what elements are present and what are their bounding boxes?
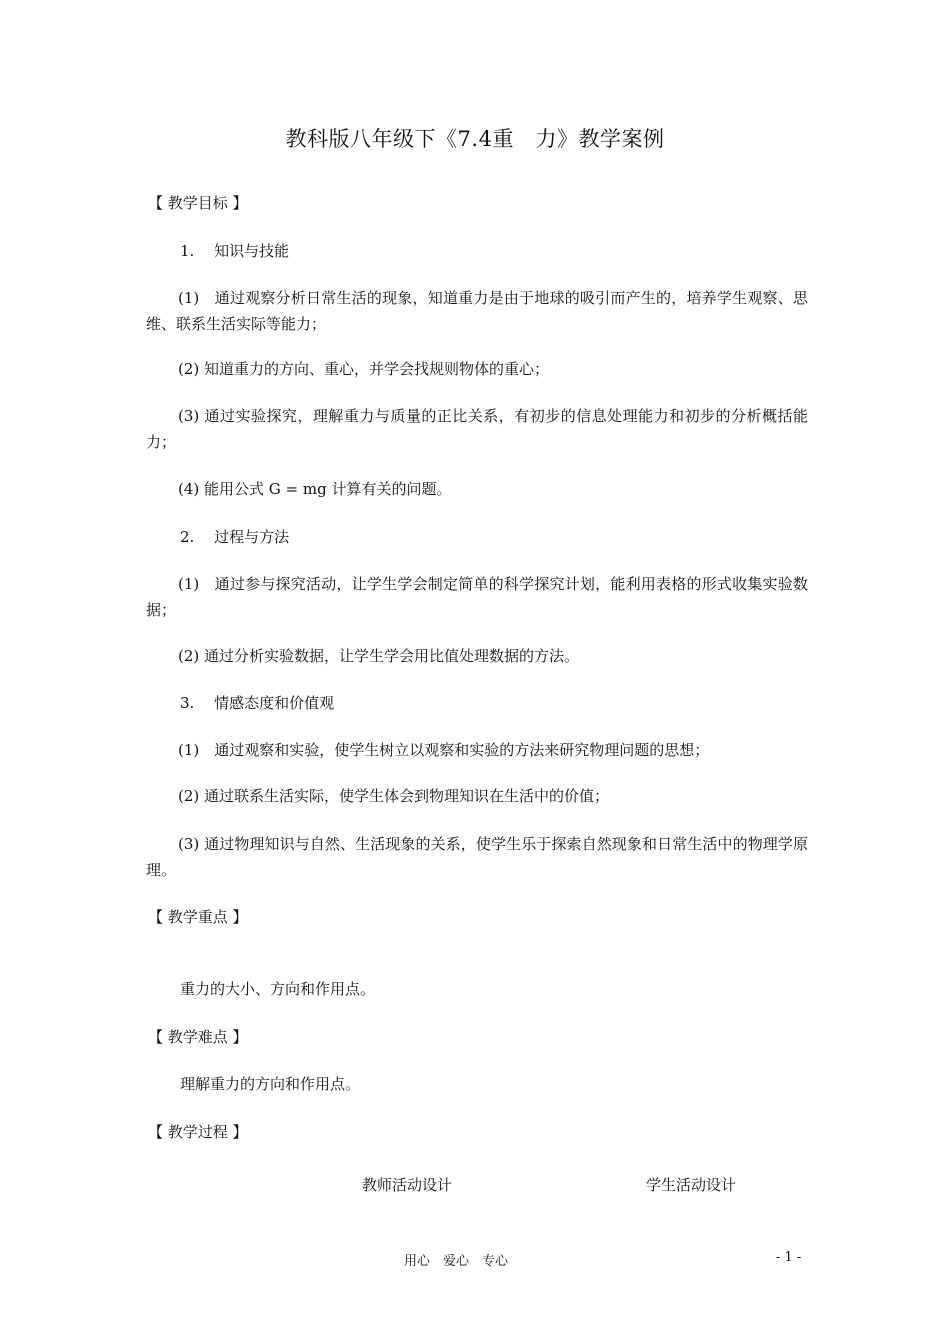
goal-heading-knowledge: 1. 知识与技能	[180, 242, 290, 260]
goal-paragraph: (3) 通过物理知识与自然、生活现象的关系，使学生乐于探索自然现象和日常生活中的物理学原理。	[146, 835, 808, 879]
key-point-text: 重力的大小、方向和作用点。	[180, 980, 376, 998]
footer-motto: 用心 爱心 专心	[404, 1254, 509, 1269]
difficult-point-text: 理解重力的方向和作用点。	[180, 1075, 361, 1093]
page-number: - 1 -	[776, 1250, 802, 1265]
goal-paragraph: (4) 能用公式 G = mg 计算有关的问题。	[178, 480, 452, 498]
document-title: 教科版八年级下《7.4重 力》教学案例	[285, 127, 665, 151]
goal-heading-process: 2. 过程与方法	[180, 528, 290, 546]
goal-paragraph: (1) 通过观察和实验，使学生树立以观察和实验的方法来研究物理问题的思想；	[178, 741, 710, 759]
goal-paragraph: (2) 知道重力的方向、重心，并学会找规则物体的重心；	[178, 360, 550, 378]
goal-paragraph: (2) 通过联系生活实际，使学生体会到物理知识在生活中的价值；	[178, 787, 610, 805]
section-heading-key: 【 教学重点 】	[148, 908, 248, 926]
goal-heading-attitude: 3. 情感态度和价值观	[180, 694, 335, 712]
goal-paragraph: (1) 通过观察分析日常生活的现象，知道重力是由于地球的吸引而产生的，培养学生观察、思维、联系生活实际等能力；	[146, 289, 808, 333]
goal-paragraph: (3) 通过实验探究，理解重力与质量的正比关系，有初步的信息处理能力和初步的分析概括能力；	[146, 407, 808, 451]
goal-paragraph: (1) 通过参与探究活动，让学生学会制定简单的科学探究计划，能利用表格的形式收集实验数据；	[146, 575, 808, 619]
table-header-student: 学生活动设计	[646, 1176, 737, 1194]
goal-paragraph: (2) 通过分析实验数据，让学生学会用比值处理数据的方法。	[178, 647, 580, 665]
section-heading-difficult: 【 教学难点 】	[148, 1028, 248, 1046]
table-header-teacher: 教师活动设计	[362, 1176, 453, 1194]
section-heading-process: 【 教学过程 】	[148, 1123, 248, 1141]
section-heading-goals: 【 教学目标 】	[148, 194, 248, 212]
